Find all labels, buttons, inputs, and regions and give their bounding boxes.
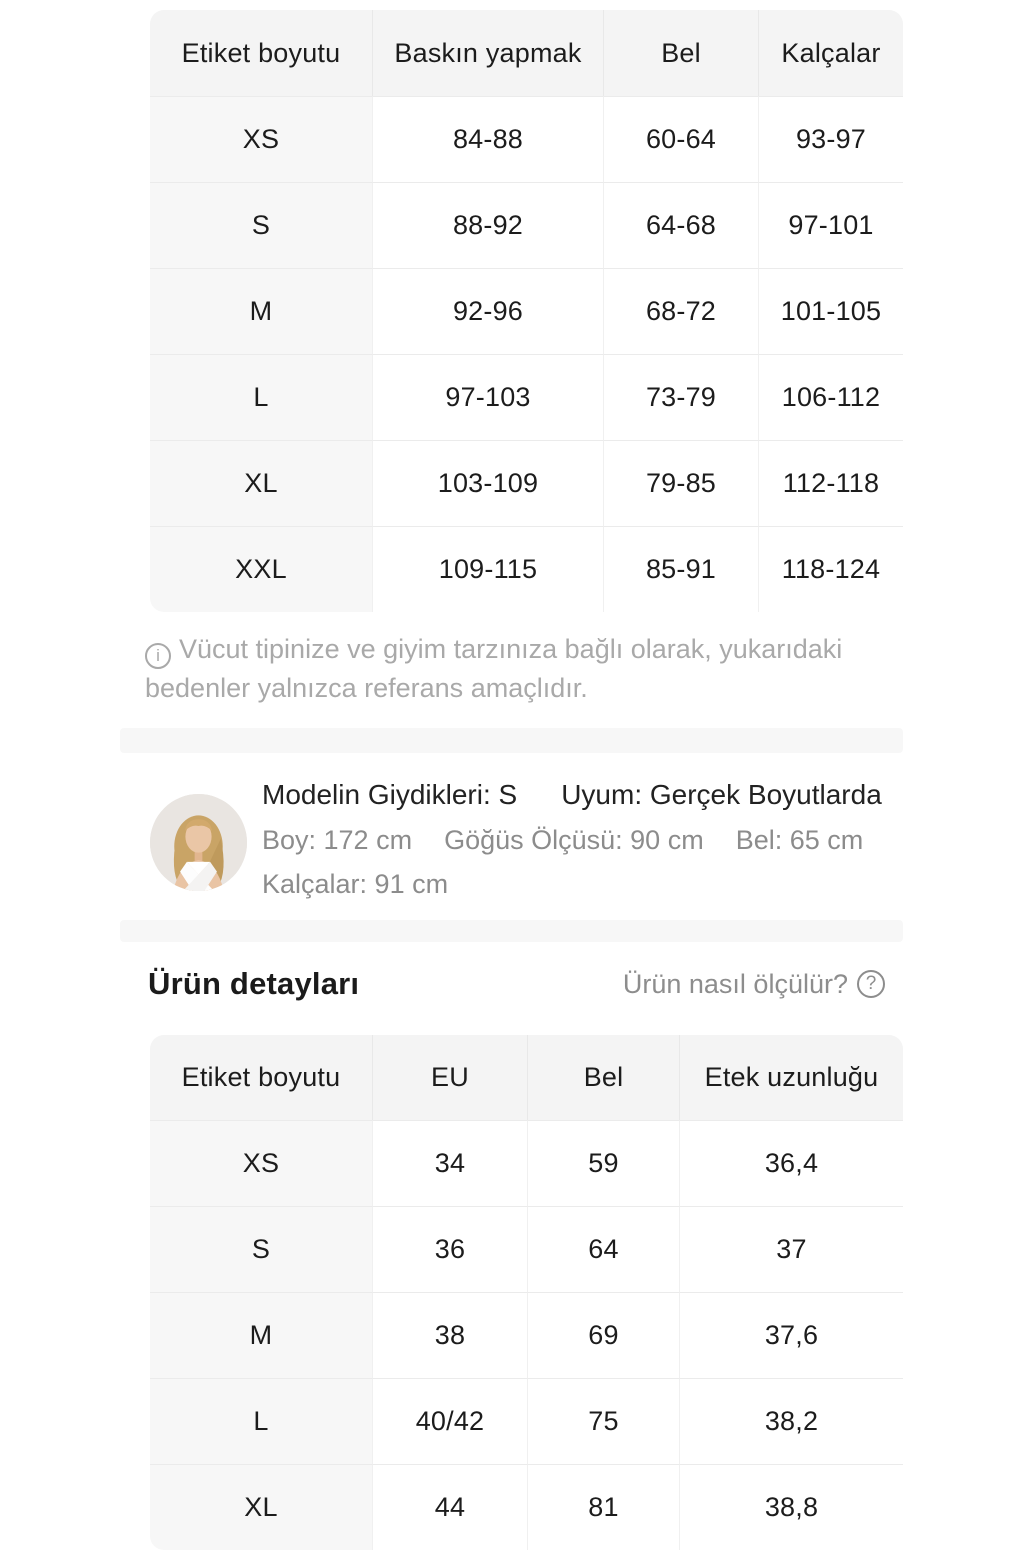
how-measured-label: Ürün nasıl ölçülür? [622,968,848,999]
size-label-cell: S [150,1206,372,1292]
table-cell: 93-97 [758,96,903,182]
table-cell: 69 [527,1292,679,1378]
how-measured-link[interactable] [623,969,885,1000]
table-header-row [150,1035,903,1120]
table-cell: 118-124 [758,526,903,612]
table-cell: 68-72 [603,268,758,354]
header-cell-bust: Baskın yapmak [372,10,603,96]
size-label-cell: S [150,182,372,268]
table-cell: 81 [527,1464,679,1550]
table-cell: 40/42 [372,1378,527,1464]
size-label-cell: L [150,1378,372,1464]
header-cell-eu: EU [372,1035,527,1120]
table-row [150,526,903,612]
section-divider [120,728,903,753]
table-cell: 36 [372,1206,527,1292]
model-info [262,779,882,900]
table-cell: 85-91 [603,526,758,612]
size-reference-note [145,630,880,708]
table-row [150,182,903,268]
info-icon: i [145,643,171,669]
table-cell: 75 [527,1378,679,1464]
size-label-cell: XS [150,1120,372,1206]
model-photo [150,794,247,891]
table-cell: 73-79 [603,354,758,440]
note-text: Vücut tipinize ve giyim tarzınıza bağlı olarak, yukarıdaki bedenler yalnızca referans amaçlıdır. [145,634,843,703]
table-cell: 97-101 [758,182,903,268]
model-fit-label: Uyum: Gerçek Boyutlarda [561,779,882,810]
model-hips: Kalçalar: 91 cm [262,869,449,899]
size-label-cell: XL [150,1464,372,1550]
table-cell: 109-115 [372,526,603,612]
header-cell-label-size: Etiket boyutu [150,1035,372,1120]
model-height: Boy: 172 cm [262,825,413,855]
table-cell: 79-85 [603,440,758,526]
table-row [150,1378,903,1464]
table-row [150,1120,903,1206]
size-label-cell: M [150,268,372,354]
table-cell: 84-88 [372,96,603,182]
table-row [150,1292,903,1378]
table-cell: 112-118 [758,440,903,526]
table-cell: 106-112 [758,354,903,440]
table-cell: 88-92 [372,182,603,268]
table-cell: 92-96 [372,268,603,354]
model-waist: Bel: 65 cm [735,825,864,855]
table-cell: 36,4 [679,1120,903,1206]
table-row [150,354,903,440]
table-cell: 64-68 [603,182,758,268]
size-label-cell: XXL [150,526,372,612]
table-cell: 38,2 [679,1378,903,1464]
table-row [150,96,903,182]
product-size-table [150,1035,903,1550]
model-wears-label: Modelin Giydikleri: S [262,779,518,810]
table-cell: 38,8 [679,1464,903,1550]
size-label-cell: XS [150,96,372,182]
table-cell: 101-105 [758,268,903,354]
header-cell-waist: Bel [527,1035,679,1120]
body-size-table [150,10,903,612]
table-cell: 37,6 [679,1292,903,1378]
table-cell: 37 [679,1206,903,1292]
size-label-cell: XL [150,440,372,526]
header-cell-hips: Kalçalar [758,10,903,96]
table-row [150,1464,903,1550]
size-label-cell: L [150,354,372,440]
table-cell: 103-109 [372,440,603,526]
table-cell: 59 [527,1120,679,1206]
header-cell-skirt-length: Etek uzunluğu [679,1035,903,1120]
table-row [150,1206,903,1292]
table-cell: 60-64 [603,96,758,182]
table-cell: 64 [527,1206,679,1292]
header-cell-label-size: Etiket boyutu [150,10,372,96]
question-icon[interactable]: ? [857,970,885,998]
table-row [150,268,903,354]
table-cell: 97-103 [372,354,603,440]
model-bust: Göğüs Ölçüsü: 90 cm [444,825,704,855]
size-label-cell: M [150,1292,372,1378]
table-cell: 34 [372,1120,527,1206]
table-cell: 38 [372,1292,527,1378]
page-title: Ürün detayları [148,966,360,1001]
header-cell-waist: Bel [603,10,758,96]
section-divider [120,920,903,942]
table-row [150,440,903,526]
table-header-row [150,10,903,96]
table-cell: 44 [372,1464,527,1550]
product-details-header [148,966,885,1002]
